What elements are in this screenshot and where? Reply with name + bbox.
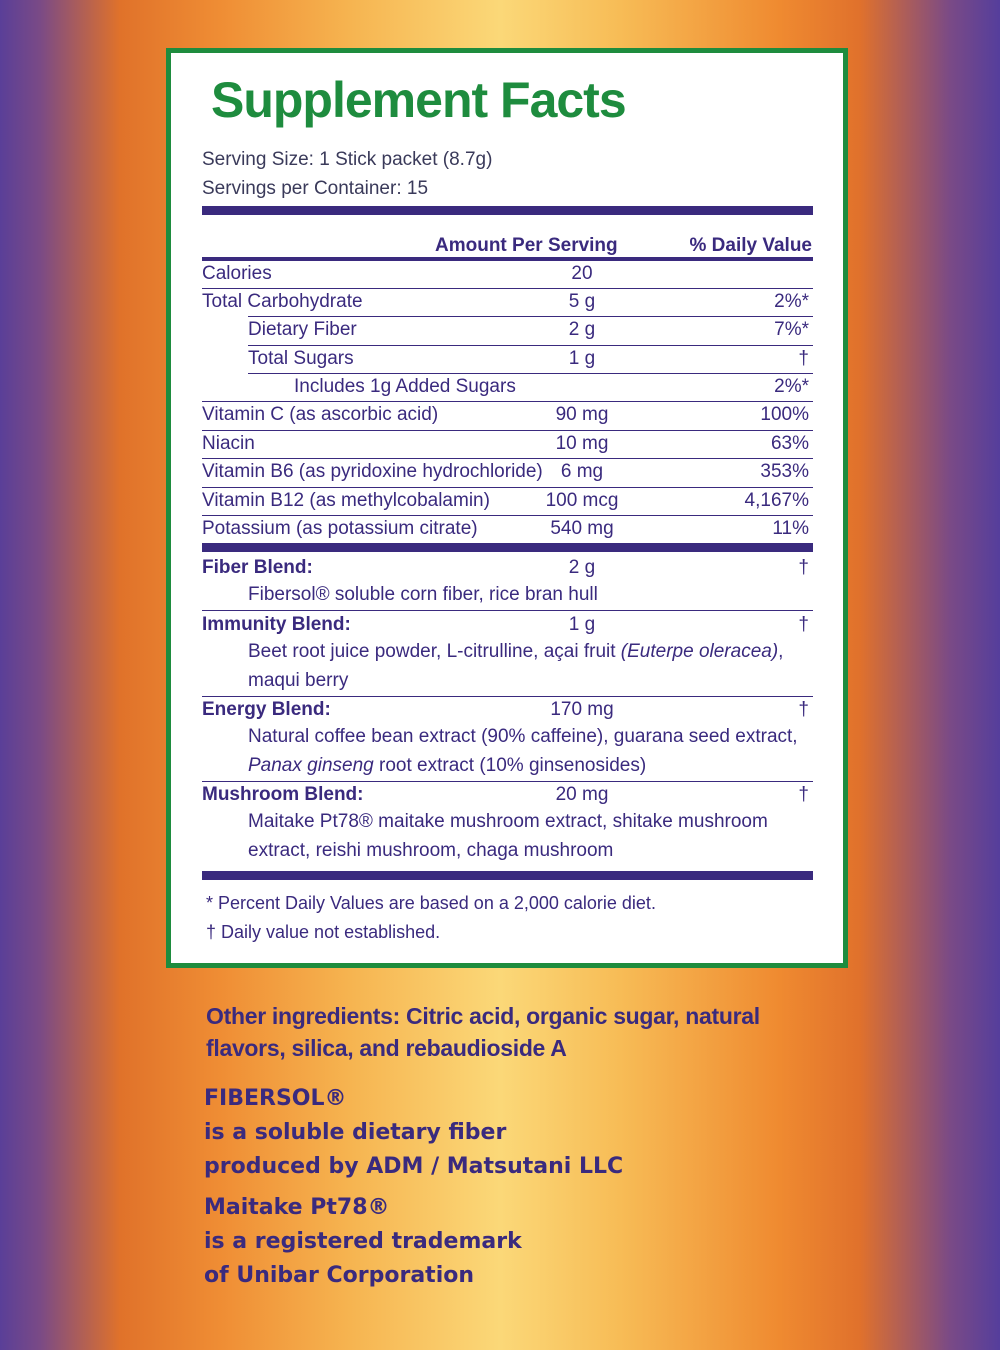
nutrient-name: Vitamin B6 (as pyridoxine hydrochloride) bbox=[202, 461, 543, 482]
blend-row bbox=[202, 696, 813, 724]
nutrient-row bbox=[202, 316, 813, 344]
nutrient-name: Vitamin B12 (as methylcobalamin) bbox=[202, 490, 490, 511]
nutrient-amount: 5 g bbox=[568, 291, 596, 312]
blend-amount: 20 mg bbox=[555, 784, 609, 805]
desc-italic: Panax ginseng bbox=[248, 754, 374, 776]
blend-name: Energy Blend: bbox=[202, 699, 331, 720]
nutrient-amount: 2 g bbox=[568, 319, 596, 340]
nutrient-dv: 100% bbox=[760, 404, 809, 425]
blend-description bbox=[248, 581, 818, 610]
nutrient-amount: 10 mg bbox=[555, 433, 609, 454]
blend-row bbox=[202, 781, 813, 809]
trademark-line: Maitake Pt78® bbox=[204, 1195, 390, 1220]
nutrient-amount: 100 mcg bbox=[545, 490, 619, 511]
footnote-not-established: † Daily value not established. bbox=[206, 922, 441, 942]
nutrient-name: Vitamin C (as ascorbic acid) bbox=[202, 404, 439, 425]
blend-description bbox=[248, 808, 818, 865]
nutrient-name: Niacin bbox=[202, 433, 255, 454]
nutrient-row bbox=[202, 401, 813, 429]
trademark-line: is a soluble dietary fiber bbox=[204, 1120, 507, 1145]
blend-name: Mushroom Blend: bbox=[202, 784, 364, 805]
nutrient-name: Calories bbox=[202, 263, 272, 284]
thick-divider bbox=[202, 871, 813, 880]
other-ingredients bbox=[206, 1000, 806, 1064]
nutrient-row bbox=[202, 345, 813, 373]
nutrient-amount: 540 mg bbox=[550, 518, 614, 539]
fibersol-trademark bbox=[204, 1082, 623, 1184]
nutrient-row bbox=[202, 430, 813, 458]
blend-row bbox=[202, 554, 813, 582]
blend-description-line: maqui berry bbox=[248, 669, 349, 691]
blend-description bbox=[248, 723, 818, 780]
maitake-trademark bbox=[204, 1191, 522, 1293]
blend-amount: 2 g bbox=[568, 557, 596, 578]
footnote-daily-values: * Percent Daily Values are based on a 2,000 calorie diet. bbox=[206, 893, 656, 913]
blend-description bbox=[248, 638, 818, 695]
nutrient-dv: 63% bbox=[770, 433, 809, 454]
trademark-line: FIBERSOL® bbox=[204, 1086, 347, 1111]
nutrient-amount: 20 bbox=[571, 263, 593, 284]
nutrient-row bbox=[202, 515, 813, 543]
nutrient-name: Potassium (as potassium citrate) bbox=[202, 518, 478, 539]
blend-dv: † bbox=[798, 699, 809, 720]
desc-text: Beet root juice powder, L-citrulline, açai fruit bbox=[248, 641, 621, 662]
blend-dv: † bbox=[798, 784, 809, 805]
trademark-line: is a registered trademark bbox=[204, 1229, 522, 1254]
amount-per-serving-header: Amount Per Serving bbox=[435, 235, 618, 256]
blend-row bbox=[202, 611, 813, 639]
nutrient-dv: 7%* bbox=[774, 319, 809, 340]
nutrient-dv: 2%* bbox=[774, 291, 809, 312]
trademark-line: of Unibar Corporation bbox=[204, 1263, 475, 1288]
nutrient-dv: 4,167% bbox=[744, 490, 809, 511]
servings-per-container: Servings per Container: 15 bbox=[202, 178, 429, 199]
trademark-line: produced by ADM / Matsutani LLC bbox=[204, 1154, 624, 1179]
blend-name: Fiber Blend: bbox=[202, 557, 313, 578]
other-ingredients-line: Other ingredients: Citric acid, organic sugar, natural bbox=[206, 1003, 760, 1029]
nutrient-name: Dietary Fiber bbox=[248, 319, 357, 340]
supplement-facts-panel bbox=[166, 48, 848, 968]
blend-amount: 1 g bbox=[568, 614, 596, 635]
blend-description-line: Fibersol® soluble corn fiber, rice bran hull bbox=[248, 584, 598, 605]
blend-description-line: extract, reishi mushroom, chaga mushroom bbox=[248, 839, 614, 861]
blend-name: Immunity Blend: bbox=[202, 614, 351, 635]
nutrient-dv: 2%* bbox=[774, 376, 809, 397]
nutrient-row bbox=[202, 458, 813, 486]
desc-text: root extract (10% ginsenosides) bbox=[373, 754, 647, 776]
other-ingredients-line: flavors, silica, and rebaudioside A bbox=[206, 1035, 567, 1061]
nutrient-row bbox=[202, 260, 813, 288]
nutrient-amount: 1 g bbox=[568, 348, 596, 369]
blend-description-line: Maitake Pt78® maitake mushroom extract, shitake mushroom bbox=[248, 811, 768, 832]
nutrient-row bbox=[202, 373, 813, 401]
blend-amount: 170 mg bbox=[550, 699, 614, 720]
nutrient-dv: 11% bbox=[772, 518, 809, 539]
nutrient-row bbox=[202, 288, 813, 316]
blend-description-line bbox=[248, 752, 818, 781]
panel-title: Supplement Facts bbox=[211, 72, 626, 128]
nutrient-amount: 90 mg bbox=[555, 404, 609, 425]
thick-divider bbox=[202, 206, 813, 215]
nutrient-dv: 353% bbox=[760, 461, 809, 482]
desc-italic: (Euterpe oleracea) bbox=[620, 641, 779, 662]
nutrient-dv: † bbox=[798, 348, 809, 369]
nutrient-row bbox=[202, 487, 813, 515]
nutrient-name: Total Sugars bbox=[248, 348, 354, 369]
desc-text: , bbox=[778, 641, 784, 662]
blend-description-line: Natural coffee bean extract (90% caffeine), guarana seed extract, bbox=[248, 726, 798, 747]
blend-description-line bbox=[248, 638, 818, 667]
nutrient-name: Total Carbohydrate bbox=[202, 291, 363, 312]
blend-dv: † bbox=[798, 557, 809, 578]
nutrient-amount: 6 mg bbox=[560, 461, 604, 482]
blend-dv: † bbox=[798, 614, 809, 635]
daily-value-header: % Daily Value bbox=[689, 235, 812, 256]
thick-divider bbox=[202, 543, 813, 552]
nutrient-name: Includes 1g Added Sugars bbox=[294, 376, 516, 397]
serving-size: Serving Size: 1 Stick packet (8.7g) bbox=[202, 149, 493, 170]
